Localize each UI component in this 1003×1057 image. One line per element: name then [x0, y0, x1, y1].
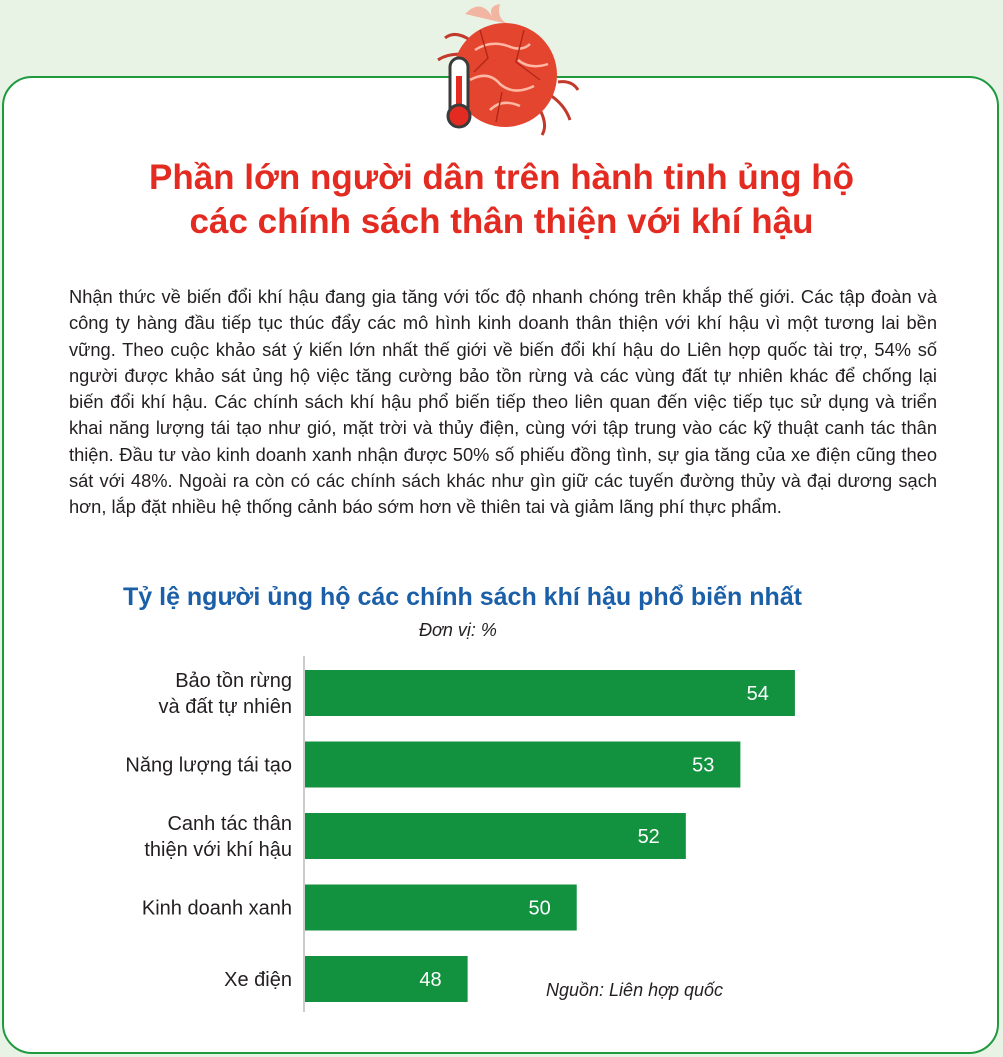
- category-label-0-1: và đất tự nhiên: [158, 696, 292, 718]
- chart-unit: Đơn vị: %: [419, 620, 497, 640]
- intro-paragraph: Nhận thức về biến đổi khí hậu đang gia tăng với tốc độ nhanh chóng trên khắp thế giới. Các tập đoàn và công ty hàng đầu tiếp tục thúc đẩy các mô hình kinh doanh thân thiện với khí hậu vì một tương lai bền vững. Theo cuộc khảo sát ý kiến lớn nhất thế giới về biến đổi khí hậu do Liên hợp quốc tài trợ, 54% số người được khảo sát ủng hộ việc tăng cường bảo tồn rừng và các vùng đất tự nhiên khác để chống lại biến đổi khí hậu. Các chính sách khí hậu phổ biến tiếp theo liên quan đến việc tiếp tục sử dụng và triển khai năng lượng tái tạo như gió, mặt trời và thủy điện, cùng với tập trung vào các kỹ thuật canh tác thân thiện. Đầu tư vào kinh doanh xanh nhận được 50% số phiếu đồng tình, sự gia tăng của xe điện cũng theo sát với 48%. Ngoài ra còn có các chính sách khác như gìn giữ các tuyến đường thủy và đại dương sạch hơn, lắp đặt nhiều hệ thống cảnh báo sớm hơn về thiên tai và giảm lãng phí thực phẩm.: [69, 286, 937, 518]
- bar-value-label-3: 50: [528, 897, 551, 920]
- category-label-4-0: Xe điện: [224, 969, 292, 991]
- chart-title: Tỷ lệ người ủng hộ các chính sách khí hậu phổ biến nhất: [123, 583, 802, 611]
- bar-value-label-2: 52: [637, 826, 660, 848]
- page-title-line-2: các chính sách thân thiện với khí hậu: [189, 202, 814, 241]
- bar-value-label-1: 53: [692, 754, 715, 777]
- bar-1: [305, 742, 740, 788]
- category-label-2-0: Canh tác thân: [167, 813, 292, 835]
- category-label-0-0: Bảo tồn rừng: [175, 670, 292, 692]
- bar-value-label-4: 48: [419, 969, 442, 991]
- bar-2: [305, 813, 686, 859]
- category-label-2-1: thiện với khí hậu: [144, 839, 292, 861]
- bar-value-label-0: 54: [746, 683, 769, 705]
- category-label-1-0: Năng lượng tái tạo: [125, 754, 292, 777]
- bar-0: [305, 670, 795, 716]
- source-note: Nguồn: Liên hợp quốc: [546, 980, 724, 1000]
- bar-4: [305, 956, 468, 1002]
- page-title-line-1: Phần lớn người dân trên hành tinh ủng hộ: [148, 158, 855, 197]
- category-label-3-0: Kinh doanh xanh: [141, 897, 292, 920]
